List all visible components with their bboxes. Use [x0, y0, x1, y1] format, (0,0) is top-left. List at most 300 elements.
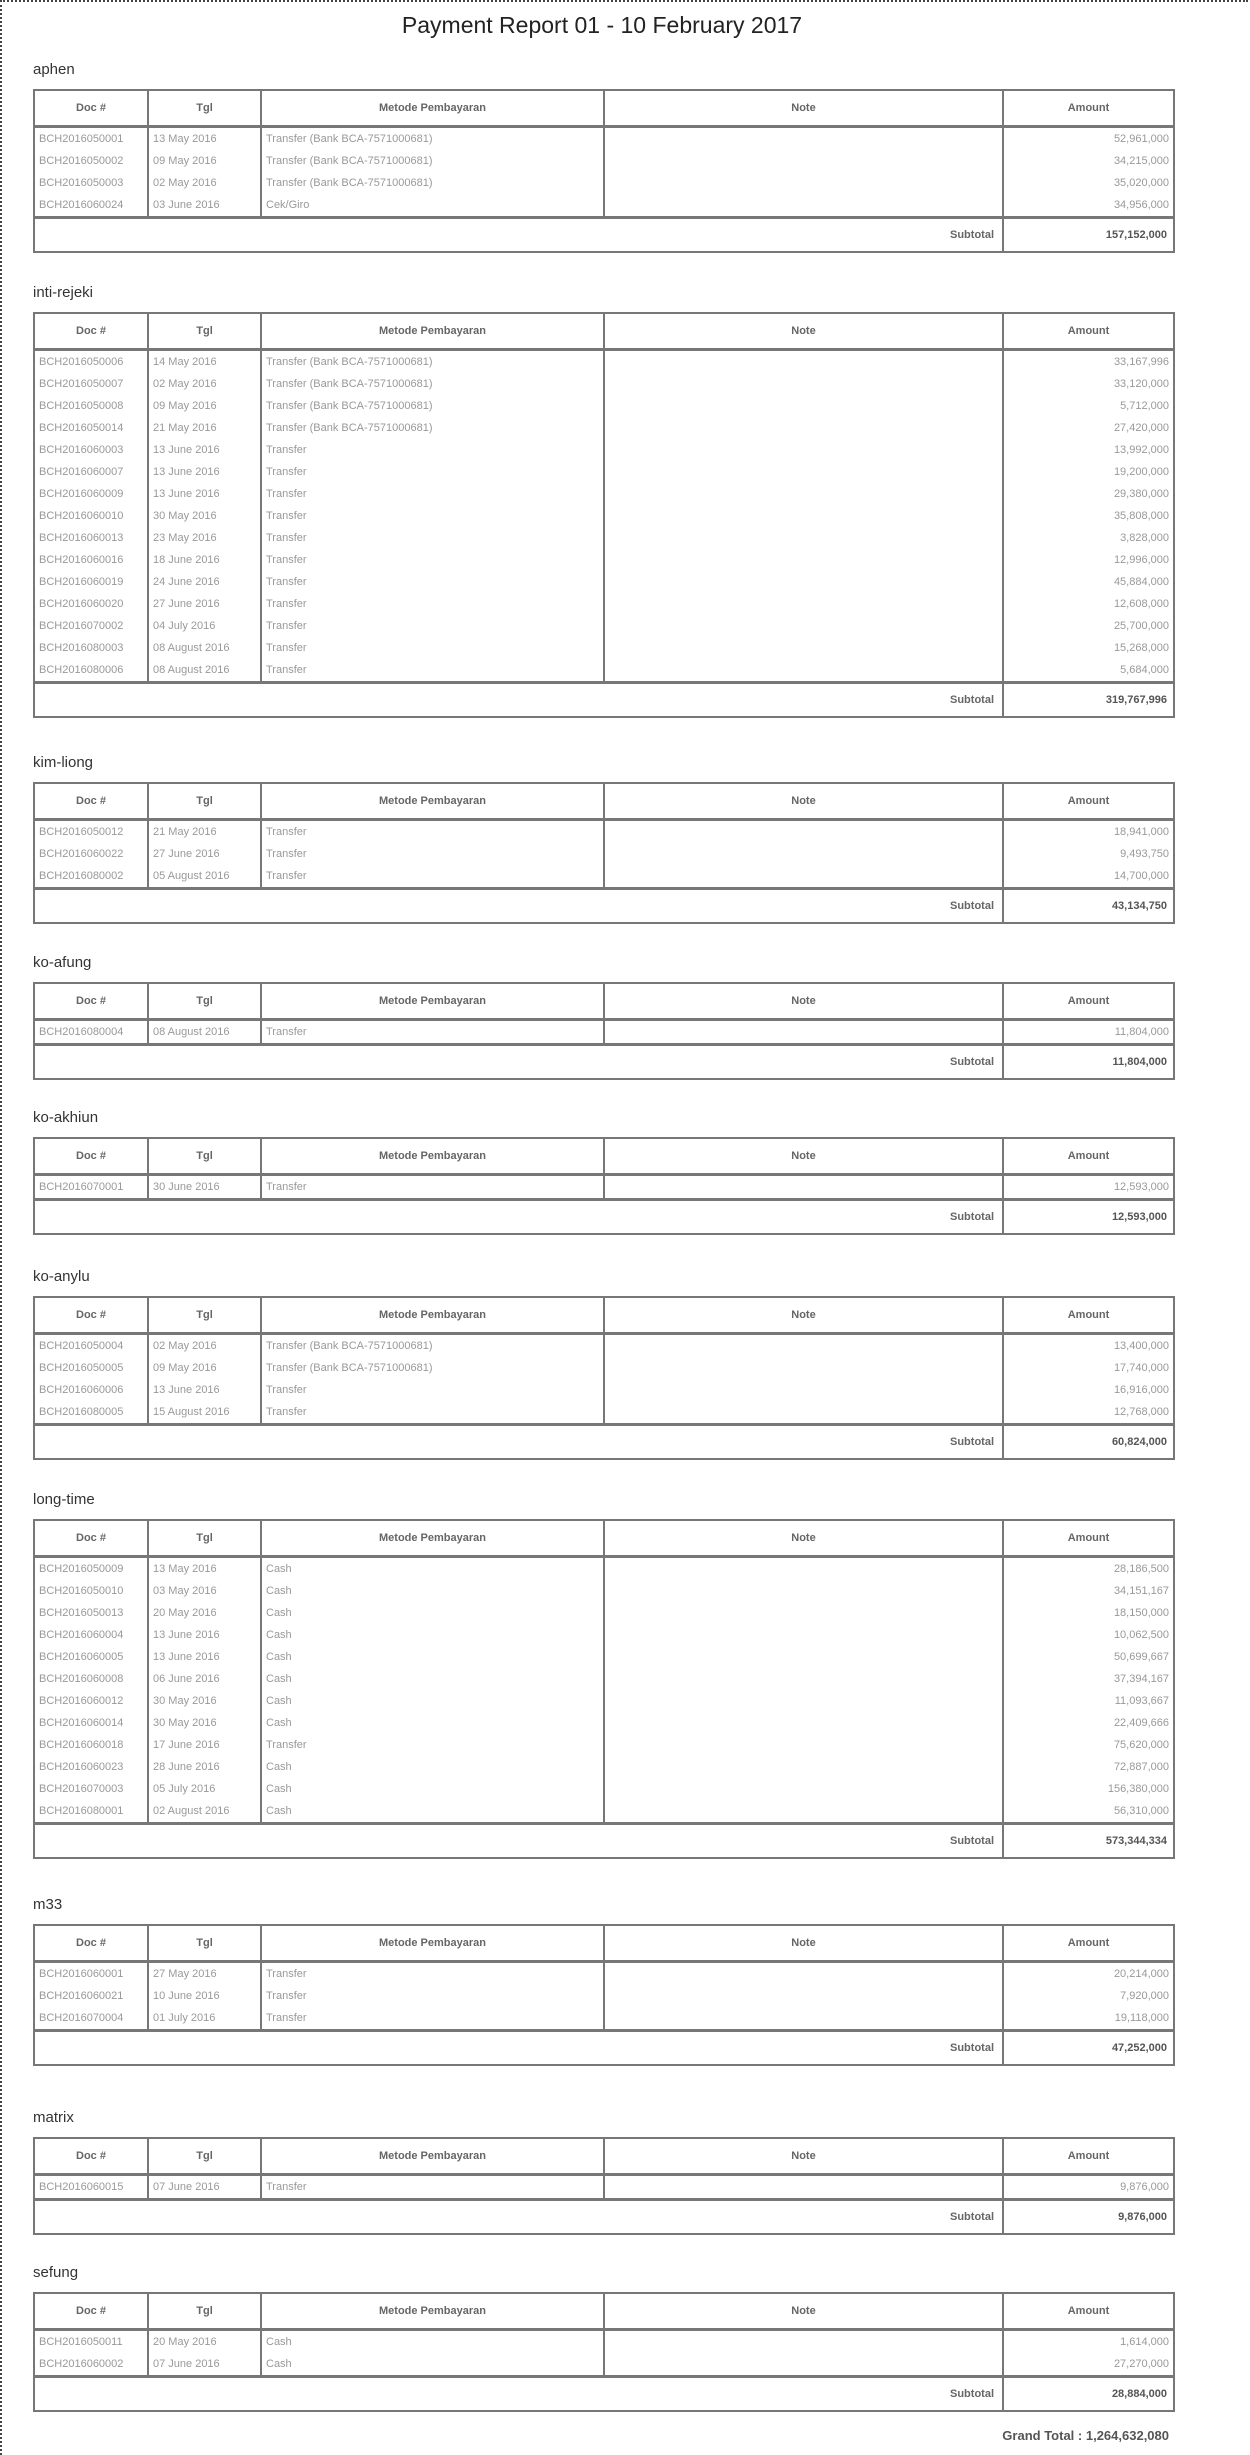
- cell-amount: 12,608,000: [1003, 593, 1174, 615]
- cell-note: [604, 571, 1003, 593]
- payment-table: [33, 1519, 1175, 1859]
- table-row: [34, 1602, 1174, 1624]
- table-row: [34, 483, 1174, 505]
- cell-doc: BCH2016080006: [34, 659, 148, 683]
- header-metode: Metode Pembayaran: [261, 90, 604, 127]
- cell-metode: Cash: [261, 1580, 604, 1602]
- customer-name: ko-akhiun: [33, 1109, 99, 1126]
- subtotal-value: 60,824,000: [1003, 1425, 1174, 1460]
- cell-metode: Transfer: [261, 527, 604, 549]
- cell-amount: 11,804,000: [1003, 1020, 1174, 1045]
- header-amount: Amount: [1003, 313, 1174, 350]
- payment-table: [33, 312, 1175, 718]
- cell-amount: 27,270,000: [1003, 2353, 1174, 2377]
- table-header-row: [34, 1297, 1174, 1334]
- cell-amount: 18,150,000: [1003, 1602, 1174, 1624]
- header-amount: Amount: [1003, 2138, 1174, 2175]
- table-row: [34, 1962, 1174, 1986]
- cell-tgl: 08 August 2016: [148, 659, 261, 683]
- table-row: [34, 1020, 1174, 1045]
- header-tgl: Tgl: [148, 90, 261, 127]
- table-header-row: [34, 1520, 1174, 1557]
- cell-metode: Transfer: [261, 1020, 604, 1045]
- cell-metode: Cash: [261, 1800, 604, 1824]
- cell-note: [604, 1580, 1003, 1602]
- cell-amount: 18,941,000: [1003, 820, 1174, 844]
- cell-metode: Cash: [261, 1668, 604, 1690]
- cell-note: [604, 505, 1003, 527]
- report-title: Payment Report 01 - 10 February 2017: [401, 12, 803, 38]
- cell-doc: BCH2016060009: [34, 483, 148, 505]
- cell-note: [604, 395, 1003, 417]
- header-amount: Amount: [1003, 1925, 1174, 1962]
- table-row: [34, 1985, 1174, 2007]
- cell-tgl: 28 June 2016: [148, 1756, 261, 1778]
- cell-doc: BCH2016070003: [34, 1778, 148, 1800]
- customer-section: [33, 752, 1173, 924]
- customer-section: [33, 282, 1173, 718]
- cell-note: [604, 1401, 1003, 1425]
- cell-note: [604, 1020, 1003, 1045]
- cell-tgl: 02 May 2016: [148, 1334, 261, 1358]
- table-row: [34, 1646, 1174, 1668]
- cell-amount: 29,380,000: [1003, 483, 1174, 505]
- cell-note: [604, 1602, 1003, 1624]
- cell-note: [604, 593, 1003, 615]
- cell-tgl: 04 July 2016: [148, 615, 261, 637]
- cell-doc: BCH2016060013: [34, 527, 148, 549]
- cell-metode: Transfer: [261, 1175, 604, 1200]
- cell-tgl: 30 May 2016: [148, 1712, 261, 1734]
- cell-metode: Transfer: [261, 1962, 604, 1986]
- header-note: Note: [604, 313, 1003, 350]
- cell-metode: Cash: [261, 1602, 604, 1624]
- table-header-row: [34, 313, 1174, 350]
- cell-doc: BCH2016060019: [34, 571, 148, 593]
- cell-amount: 50,699,667: [1003, 1646, 1174, 1668]
- cell-doc: BCH2016050007: [34, 373, 148, 395]
- cell-metode: Transfer: [261, 571, 604, 593]
- table-row: [34, 1712, 1174, 1734]
- table-row: [34, 593, 1174, 615]
- cell-tgl: 15 August 2016: [148, 1401, 261, 1425]
- cell-metode: Cash: [261, 2353, 604, 2377]
- customer-name: kim-liong: [33, 754, 94, 771]
- subtotal-value: 47,252,000: [1003, 2031, 1174, 2066]
- subtotal-value: 9,876,000: [1003, 2200, 1174, 2235]
- cell-amount: 12,768,000: [1003, 1401, 1174, 1425]
- cell-metode: Transfer (Bank BCA-7571000681): [261, 417, 604, 439]
- customer-name: ko-anylu: [33, 1268, 90, 1285]
- cell-metode: Transfer: [261, 2175, 604, 2200]
- grand-total-label: Grand Total :: [1002, 2428, 1083, 2443]
- table-row: [34, 1379, 1174, 1401]
- cell-metode: Cash: [261, 1646, 604, 1668]
- table-row: [34, 1778, 1174, 1800]
- header-amount: Amount: [1003, 2293, 1174, 2330]
- cell-doc: BCH2016060005: [34, 1646, 148, 1668]
- table-row: [34, 615, 1174, 637]
- payment-table: [33, 1137, 1175, 1235]
- customer-name: aphen: [33, 61, 75, 78]
- cell-tgl: 08 August 2016: [148, 1020, 261, 1045]
- table-row: [34, 1690, 1174, 1712]
- cell-doc: BCH2016060002: [34, 2353, 148, 2377]
- cell-note: [604, 373, 1003, 395]
- cell-metode: Transfer: [261, 2007, 604, 2031]
- cell-metode: Transfer: [261, 615, 604, 637]
- cell-note: [604, 1357, 1003, 1379]
- payment-table: [33, 982, 1175, 1080]
- header-metode: Metode Pembayaran: [261, 983, 604, 1020]
- subtotal-row: [34, 1425, 1174, 1460]
- table-row: [34, 1800, 1174, 1824]
- table-row: [34, 1557, 1174, 1581]
- cell-tgl: 05 August 2016: [148, 865, 261, 889]
- cell-metode: Transfer: [261, 505, 604, 527]
- cell-tgl: 13 June 2016: [148, 483, 261, 505]
- subtotal-row: [34, 2200, 1174, 2235]
- cell-note: [604, 194, 1003, 218]
- grand-total-value: 1,264,632,080: [1085, 2428, 1169, 2443]
- cell-amount: 13,400,000: [1003, 1334, 1174, 1358]
- header-metode: Metode Pembayaran: [261, 2138, 604, 2175]
- subtotal-value: 11,804,000: [1003, 1045, 1174, 1080]
- cell-note: [604, 172, 1003, 194]
- cell-amount: 34,956,000: [1003, 194, 1174, 218]
- header-metode: Metode Pembayaran: [261, 1297, 604, 1334]
- payment-table: [33, 2292, 1175, 2412]
- payment-table: [33, 782, 1175, 924]
- cell-note: [604, 1557, 1003, 1581]
- customer-section: [33, 59, 1173, 253]
- cell-tgl: 07 June 2016: [148, 2353, 261, 2377]
- cell-amount: 45,884,000: [1003, 571, 1174, 593]
- cell-note: [604, 150, 1003, 172]
- cell-tgl: 30 June 2016: [148, 1175, 261, 1200]
- header-tgl: Tgl: [148, 313, 261, 350]
- cell-doc: BCH2016080001: [34, 1800, 148, 1824]
- cell-amount: 33,120,000: [1003, 373, 1174, 395]
- header-metode: Metode Pembayaran: [261, 1520, 604, 1557]
- cell-note: [604, 1734, 1003, 1756]
- payment-table: [33, 89, 1175, 253]
- cell-amount: 13,992,000: [1003, 439, 1174, 461]
- cell-note: [604, 483, 1003, 505]
- cell-amount: 17,740,000: [1003, 1357, 1174, 1379]
- cell-doc: BCH2016060012: [34, 1690, 148, 1712]
- cell-metode: Transfer: [261, 865, 604, 889]
- subtotal-row: [34, 2377, 1174, 2412]
- header-amount: Amount: [1003, 1297, 1174, 1334]
- cell-doc: BCH2016060006: [34, 1379, 148, 1401]
- table-row: [34, 461, 1174, 483]
- cell-doc: BCH2016050005: [34, 1357, 148, 1379]
- cell-metode: Cash: [261, 1778, 604, 1800]
- table-row: [34, 549, 1174, 571]
- cell-note: [604, 2175, 1003, 2200]
- cell-metode: Transfer (Bank BCA-7571000681): [261, 1334, 604, 1358]
- table-row: [34, 820, 1174, 844]
- customer-name: inti-rejeki: [33, 284, 94, 301]
- cell-metode: Transfer (Bank BCA-7571000681): [261, 350, 604, 374]
- header-doc: Doc #: [34, 1520, 148, 1557]
- cell-note: [604, 1756, 1003, 1778]
- subtotal-row: [34, 1824, 1174, 1859]
- subtotal-value: 573,344,334: [1003, 1824, 1174, 1859]
- cell-metode: Transfer: [261, 1379, 604, 1401]
- header-doc: Doc #: [34, 783, 148, 820]
- subtotal-label: Subtotal: [34, 1824, 1003, 1859]
- cell-note: [604, 1175, 1003, 1200]
- header-tgl: Tgl: [148, 1925, 261, 1962]
- cell-tgl: 02 May 2016: [148, 373, 261, 395]
- table-header-row: [34, 783, 1174, 820]
- cell-amount: 5,712,000: [1003, 395, 1174, 417]
- cell-doc: BCH2016060018: [34, 1734, 148, 1756]
- header-doc: Doc #: [34, 313, 148, 350]
- cell-metode: Transfer: [261, 1401, 604, 1425]
- header-metode: Metode Pembayaran: [261, 2293, 604, 2330]
- cell-tgl: 05 July 2016: [148, 1778, 261, 1800]
- customer-section: [33, 1266, 1173, 1460]
- table-header-row: [34, 983, 1174, 1020]
- cell-note: [604, 1379, 1003, 1401]
- customer-section: [33, 1489, 1173, 1859]
- customer-section: [33, 2262, 1173, 2412]
- cell-doc: BCH2016060024: [34, 194, 148, 218]
- table-row: [34, 2007, 1174, 2031]
- cell-amount: 9,876,000: [1003, 2175, 1174, 2200]
- cell-tgl: 30 May 2016: [148, 505, 261, 527]
- header-doc: Doc #: [34, 2293, 148, 2330]
- table-header-row: [34, 90, 1174, 127]
- cell-amount: 156,380,000: [1003, 1778, 1174, 1800]
- cell-note: [604, 549, 1003, 571]
- cell-tgl: 30 May 2016: [148, 1690, 261, 1712]
- cell-metode: Transfer (Bank BCA-7571000681): [261, 127, 604, 151]
- subtotal-row: [34, 683, 1174, 718]
- customer-section: [33, 2107, 1173, 2235]
- cell-doc: BCH2016070002: [34, 615, 148, 637]
- subtotal-row: [34, 889, 1174, 924]
- subtotal-label: Subtotal: [34, 2377, 1003, 2412]
- cell-amount: 10,062,500: [1003, 1624, 1174, 1646]
- cell-doc: BCH2016050012: [34, 820, 148, 844]
- table-row: [34, 439, 1174, 461]
- cell-tgl: 13 June 2016: [148, 439, 261, 461]
- cell-amount: 14,700,000: [1003, 865, 1174, 889]
- cell-metode: Transfer: [261, 637, 604, 659]
- cell-note: [604, 527, 1003, 549]
- cell-note: [604, 1962, 1003, 1986]
- header-note: Note: [604, 1297, 1003, 1334]
- cell-doc: BCH2016060004: [34, 1624, 148, 1646]
- header-metode: Metode Pembayaran: [261, 1925, 604, 1962]
- table-header-row: [34, 1138, 1174, 1175]
- cell-amount: 1,614,000: [1003, 2330, 1174, 2354]
- cell-metode: Transfer: [261, 659, 604, 683]
- table-row: [34, 373, 1174, 395]
- cell-metode: Transfer: [261, 483, 604, 505]
- subtotal-value: 43,134,750: [1003, 889, 1174, 924]
- cell-doc: BCH2016050001: [34, 127, 148, 151]
- header-tgl: Tgl: [148, 1297, 261, 1334]
- cell-doc: BCH2016050009: [34, 1557, 148, 1581]
- cell-note: [604, 417, 1003, 439]
- cell-tgl: 27 June 2016: [148, 843, 261, 865]
- cell-doc: BCH2016050003: [34, 172, 148, 194]
- table-row: [34, 865, 1174, 889]
- cell-doc: BCH2016050011: [34, 2330, 148, 2354]
- table-row: [34, 527, 1174, 549]
- table-row: [34, 1668, 1174, 1690]
- cell-metode: Transfer: [261, 1985, 604, 2007]
- cell-note: [604, 865, 1003, 889]
- table-row: [34, 395, 1174, 417]
- payment-table: [33, 1296, 1175, 1460]
- cell-tgl: 13 June 2016: [148, 1379, 261, 1401]
- cell-metode: Transfer: [261, 461, 604, 483]
- header-note: Note: [604, 1925, 1003, 1962]
- cell-note: [604, 2007, 1003, 2031]
- customer-name: m33: [33, 1896, 63, 1913]
- grand-total: [1002, 2428, 1169, 2443]
- cell-metode: Transfer: [261, 843, 604, 865]
- header-tgl: Tgl: [148, 1520, 261, 1557]
- table-row: [34, 637, 1174, 659]
- cell-tgl: 02 May 2016: [148, 172, 261, 194]
- subtotal-label: Subtotal: [34, 1045, 1003, 1080]
- payment-table: [33, 2137, 1175, 2235]
- cell-amount: 72,887,000: [1003, 1756, 1174, 1778]
- cell-tgl: 14 May 2016: [148, 350, 261, 374]
- cell-doc: BCH2016060007: [34, 461, 148, 483]
- cell-doc: BCH2016060023: [34, 1756, 148, 1778]
- subtotal-label: Subtotal: [34, 1200, 1003, 1235]
- table-row: [34, 1624, 1174, 1646]
- cell-tgl: 06 June 2016: [148, 1668, 261, 1690]
- cell-metode: Transfer: [261, 439, 604, 461]
- cell-tgl: 01 July 2016: [148, 2007, 261, 2031]
- cell-tgl: 20 May 2016: [148, 2330, 261, 2354]
- cell-tgl: 07 June 2016: [148, 2175, 261, 2200]
- cell-note: [604, 843, 1003, 865]
- cell-note: [604, 350, 1003, 374]
- header-note: Note: [604, 2138, 1003, 2175]
- table-row: [34, 350, 1174, 374]
- cell-metode: Cash: [261, 1624, 604, 1646]
- table-row: [34, 1334, 1174, 1358]
- cell-amount: 34,215,000: [1003, 150, 1174, 172]
- customer-name: long-time: [33, 1491, 95, 1508]
- header-note: Note: [604, 983, 1003, 1020]
- cell-amount: 5,684,000: [1003, 659, 1174, 683]
- cell-tgl: 09 May 2016: [148, 150, 261, 172]
- table-row: [34, 1401, 1174, 1425]
- cell-metode: Transfer (Bank BCA-7571000681): [261, 172, 604, 194]
- cell-tgl: 13 June 2016: [148, 461, 261, 483]
- cell-note: [604, 1778, 1003, 1800]
- cell-doc: BCH2016050004: [34, 1334, 148, 1358]
- cell-tgl: 13 May 2016: [148, 1557, 261, 1581]
- cell-amount: 37,394,167: [1003, 1668, 1174, 1690]
- table-header-row: [34, 1925, 1174, 1962]
- cell-amount: 75,620,000: [1003, 1734, 1174, 1756]
- cell-doc: BCH2016080005: [34, 1401, 148, 1425]
- customer-name: matrix: [33, 2109, 74, 2126]
- cell-tgl: 13 June 2016: [148, 1624, 261, 1646]
- cell-metode: Transfer (Bank BCA-7571000681): [261, 373, 604, 395]
- cell-tgl: 21 May 2016: [148, 417, 261, 439]
- table-row: [34, 1357, 1174, 1379]
- header-note: Note: [604, 2293, 1003, 2330]
- cell-amount: 25,700,000: [1003, 615, 1174, 637]
- header-tgl: Tgl: [148, 983, 261, 1020]
- subtotal-label: Subtotal: [34, 683, 1003, 718]
- cell-note: [604, 659, 1003, 683]
- header-doc: Doc #: [34, 1925, 148, 1962]
- subtotal-value: 319,767,996: [1003, 683, 1174, 718]
- cell-doc: BCH2016080004: [34, 1020, 148, 1045]
- cell-amount: 35,020,000: [1003, 172, 1174, 194]
- subtotal-value: 28,884,000: [1003, 2377, 1174, 2412]
- cell-doc: BCH2016060020: [34, 593, 148, 615]
- cell-amount: 22,409,666: [1003, 1712, 1174, 1734]
- header-amount: Amount: [1003, 90, 1174, 127]
- subtotal-row: [34, 218, 1174, 253]
- cell-amount: 11,093,667: [1003, 1690, 1174, 1712]
- table-row: [34, 843, 1174, 865]
- cell-note: [604, 1985, 1003, 2007]
- cell-doc: BCH2016060003: [34, 439, 148, 461]
- cell-tgl: 17 June 2016: [148, 1734, 261, 1756]
- cell-tgl: 27 May 2016: [148, 1962, 261, 1986]
- cell-tgl: 13 May 2016: [148, 127, 261, 151]
- cell-tgl: 03 May 2016: [148, 1580, 261, 1602]
- cell-amount: 12,593,000: [1003, 1175, 1174, 1200]
- cell-doc: BCH2016070001: [34, 1175, 148, 1200]
- header-note: Note: [604, 783, 1003, 820]
- cell-amount: 19,118,000: [1003, 2007, 1174, 2031]
- cell-doc: BCH2016060008: [34, 1668, 148, 1690]
- cell-doc: BCH2016060001: [34, 1962, 148, 1986]
- table-row: [34, 571, 1174, 593]
- subtotal-label: Subtotal: [34, 218, 1003, 253]
- header-doc: Doc #: [34, 2138, 148, 2175]
- cell-note: [604, 1800, 1003, 1824]
- cell-amount: 12,996,000: [1003, 549, 1174, 571]
- customer-section: [33, 1894, 1173, 2066]
- cell-note: [604, 2353, 1003, 2377]
- cell-doc: BCH2016080003: [34, 637, 148, 659]
- cell-amount: 16,916,000: [1003, 1379, 1174, 1401]
- header-doc: Doc #: [34, 1297, 148, 1334]
- cell-note: [604, 439, 1003, 461]
- subtotal-label: Subtotal: [34, 2200, 1003, 2235]
- table-row: [34, 194, 1174, 218]
- cell-doc: BCH2016050002: [34, 150, 148, 172]
- cell-note: [604, 1334, 1003, 1358]
- cell-doc: BCH2016080002: [34, 865, 148, 889]
- cell-amount: 56,310,000: [1003, 1800, 1174, 1824]
- cell-metode: Cash: [261, 1712, 604, 1734]
- cell-metode: Cash: [261, 1557, 604, 1581]
- cell-metode: Cash: [261, 1756, 604, 1778]
- cell-metode: Cash: [261, 2330, 604, 2354]
- cell-tgl: 23 May 2016: [148, 527, 261, 549]
- table-row: [34, 417, 1174, 439]
